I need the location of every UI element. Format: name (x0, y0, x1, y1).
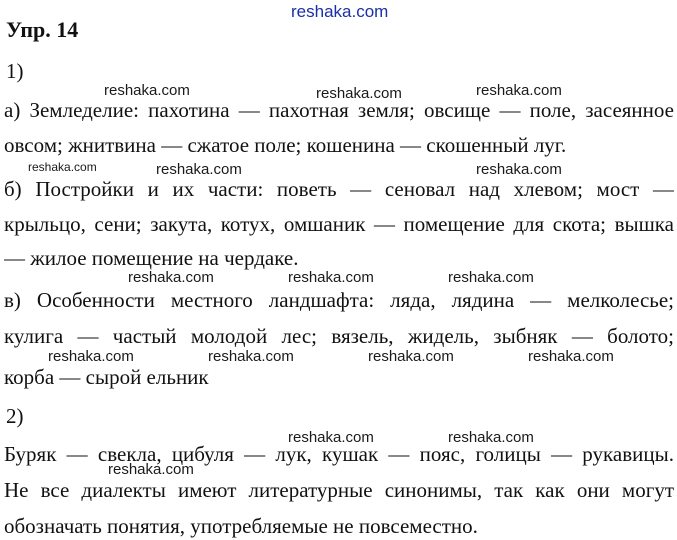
text-line-1: а) Земледелие: пахотина — пахотная земля; овсище — поле, засеянное (4, 98, 674, 122)
watermark: reshaka.com (288, 269, 374, 286)
text-line-3: б) Постройки и их части: поветь — сеновал над хлевом; мост — (4, 177, 674, 201)
watermark: reshaka.com (208, 348, 294, 365)
section-2-label: 2) (6, 404, 24, 428)
watermark: reshaka.com (288, 429, 374, 446)
section-1-label: 1) (6, 59, 24, 83)
text-line-5: — жилое помещение на чердаке. (4, 246, 299, 270)
text-line-11: обозначать понятия, употребляемые не повсеместно. (4, 514, 478, 538)
watermark-top: reshaka.com (291, 2, 389, 21)
watermark: reshaka.com (108, 461, 194, 478)
text-line-8: корба — сырой ельник (4, 365, 209, 389)
watermark: reshaka.com (476, 82, 562, 99)
watermark: reshaka.com (476, 161, 562, 178)
watermark: reshaka.com (128, 269, 214, 286)
watermark: reshaka.com (368, 348, 454, 365)
watermark: reshaka.com (104, 82, 190, 99)
watermark: reshaka.com (448, 269, 534, 286)
watermark: reshaka.com (528, 348, 614, 365)
watermark: reshaka.com (316, 85, 402, 102)
text-line-9: Буряк — свекла, цибуля — лук, кушак — пояс, голицы — рукавицы. (4, 442, 674, 466)
watermark: reshaka.com (28, 160, 97, 174)
text-line-4: крыльцо, сени; закута, котух, омшаник — помещение для скота; вышка (4, 212, 674, 236)
text-line-7: кулига — частый молодой лес; вязель, жидель, зыбняк — болото; (4, 324, 674, 348)
text-line-6: в) Особенности местного ландшафта: ляда, лядина — мелколесье; (4, 288, 674, 312)
watermark: reshaka.com (156, 161, 242, 178)
exercise-title: Упр. 14 (6, 17, 79, 42)
text-line-2: овсом; жнитвина — сжатое поле; кошенина — скошенный луг. (4, 133, 567, 157)
watermark: reshaka.com (448, 429, 534, 446)
watermark: reshaka.com (48, 348, 134, 365)
text-line-10: Не все диалекты имеют литературные синонимы, так как они могут (4, 478, 674, 502)
